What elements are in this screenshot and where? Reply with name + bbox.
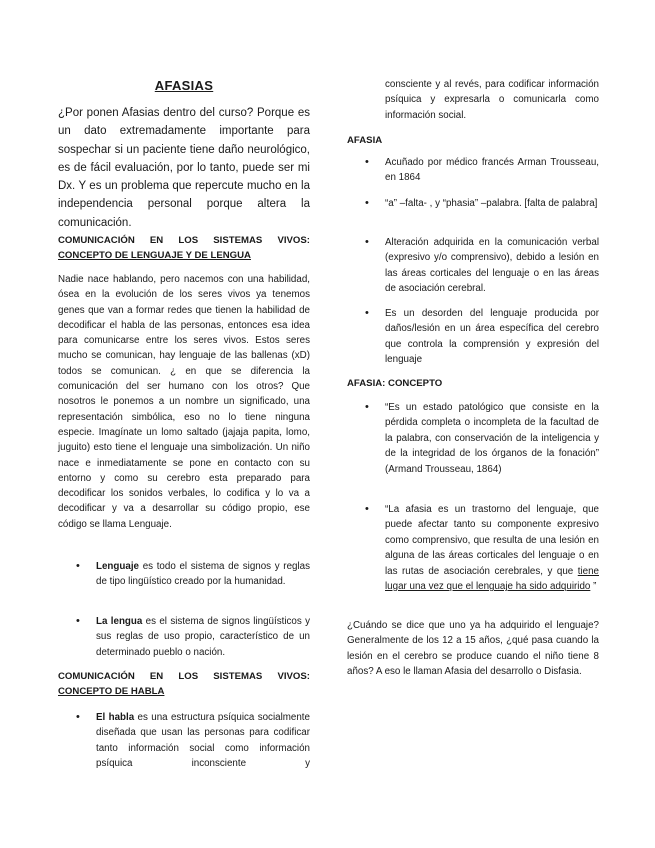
term-lenguaje: Lenguaje <box>96 561 140 572</box>
section-heading-afasia: AFASIA <box>347 135 383 146</box>
section-heading-lenguaje <box>58 233 310 263</box>
habla-continuation: consciente y al revés, para codificar información psíquica y expresarla o comunicarla como información social. <box>385 79 599 121</box>
bullet-text: es el sistema de signos lingüísticos y sus reglas de uso propio, característico de un determinado pueblo o nación. <box>96 616 310 658</box>
concepto-bullet-trousseau: • “Es un estado patológico que consiste en la pérdida completa o incompleta de la facultad de la palabra, con conservación de la inteligencia y de la integridad de los órganos de la fonación” (Armand Trousseau, 1864) <box>385 400 599 477</box>
afasia-bullet: • Alteración adquirida en la comunicación verbal (expresivo y/o comprensivo), debido a lesión en las áreas corticales del lenguaje o en las áreas de asociación cerebral. <box>385 235 599 297</box>
bullet-text: “La afasia es un trastorno del lenguaje, que puede afectar tanto su componente expresivo como comprensivo, que resulta de una lesión en alguna de las áreas corticales del lenguaje o en las rutas de asociación cerebrales, y que <box>385 504 599 577</box>
bullet-lengua <box>96 614 310 660</box>
bullet-lenguaje <box>96 559 310 590</box>
term-lengua: La lengua <box>96 616 143 627</box>
term-habla: El habla <box>96 712 135 723</box>
bullet-text: es todo el sistema de signos y reglas de tipo lingüístico creado por la humanidad. <box>96 561 310 588</box>
bullet-text: es una estructura psíquica socialmente diseñada que usan las personas para codificar tanto información social como información psíquica inconsciente y <box>96 712 310 770</box>
page-title: AFASIAS <box>154 78 214 93</box>
heading-line: COMUNICACIÓN EN LOS SISTEMAS VIVOS: <box>58 671 310 682</box>
section-heading-concepto: AFASIA: CONCEPTO <box>347 378 443 389</box>
afasia-bullet: • Acuñado por médico francés Arman Trousseau, en 1864 <box>385 155 599 186</box>
final-paragraph: ¿Cuándo se dice que uno ya ha adquirido el lenguaje? Generalmente de los 12 a 15 años, ¿qué pasa cuando la lesión en el cerebro se produce cuando el niño tiene 8 años? A eso le llaman Afasia del desarrollo o Disfasia. <box>347 620 599 678</box>
concepto-bullet-definicion <box>385 502 599 594</box>
closing-quote: ” <box>590 581 597 593</box>
section-heading-habla <box>58 669 310 699</box>
bullet-habla <box>96 710 310 772</box>
heading-line: COMUNICACIÓN EN LOS SISTEMAS VIVOS: <box>58 235 310 246</box>
heading-line-underlined: CONCEPTO DE LENGUAJE Y DE LENGUA <box>58 250 251 261</box>
lenguaje-paragraph: Nadie nace hablando, pero nacemos con una habilidad, ósea en la evolución de los seres vivos ya tenemos genes que van a formar redes que tienen la habilidad de decodificar el habla de las personas, entonces esa idea para comunicarse entre los seres vivos. Estos seres mucho se comunican, hay lenguaje de las ballenas (xD) todos se comunican. ¿ en que se diferencia la comunicación del ser humano con los otros? Que nosotros le ponemos a un nombre un significado, una representación simbólica, eso no lo tiene ninguna especie. Imagínate un lomo saltado (jajaja papita, lomo, juguito) esto tiene el lenguaje una simbolización. Un niño nace e inmediatamente se pone en contacto con su entorno y como su cerebro esta preparado para decodificar los sonidos verbales, lo codifica y lo va a decodificar y va a desarrollar su código propio, ese código se llama Lenguaje. <box>58 274 310 530</box>
afasia-bullet: • “a” –falta- , y “phasia” –palabra. [falta de palabra] <box>385 196 599 211</box>
heading-line-underlined: CONCEPTO DE HABLA <box>58 686 165 697</box>
afasia-bullet: • Es un desorden del lenguaje producida por daños/lesión en un área específica del cerebro que controla la comprensión y expresión del lenguaje <box>385 306 599 368</box>
underlined-phrase: tiene lugar una vez que el lenguaje ha sido adquirido <box>385 565 599 593</box>
intro-paragraph: ¿Por ponen Afasias dentro del curso? Porque es un dato extremadamente importante para sospechar si un paciente tiene daño neurológico, es de fácil evaluación, por lo tanto, puede ser mi Dx. Y es un problema que repercute mucho en la independencia personal porque altera la comunicación. <box>58 107 310 229</box>
